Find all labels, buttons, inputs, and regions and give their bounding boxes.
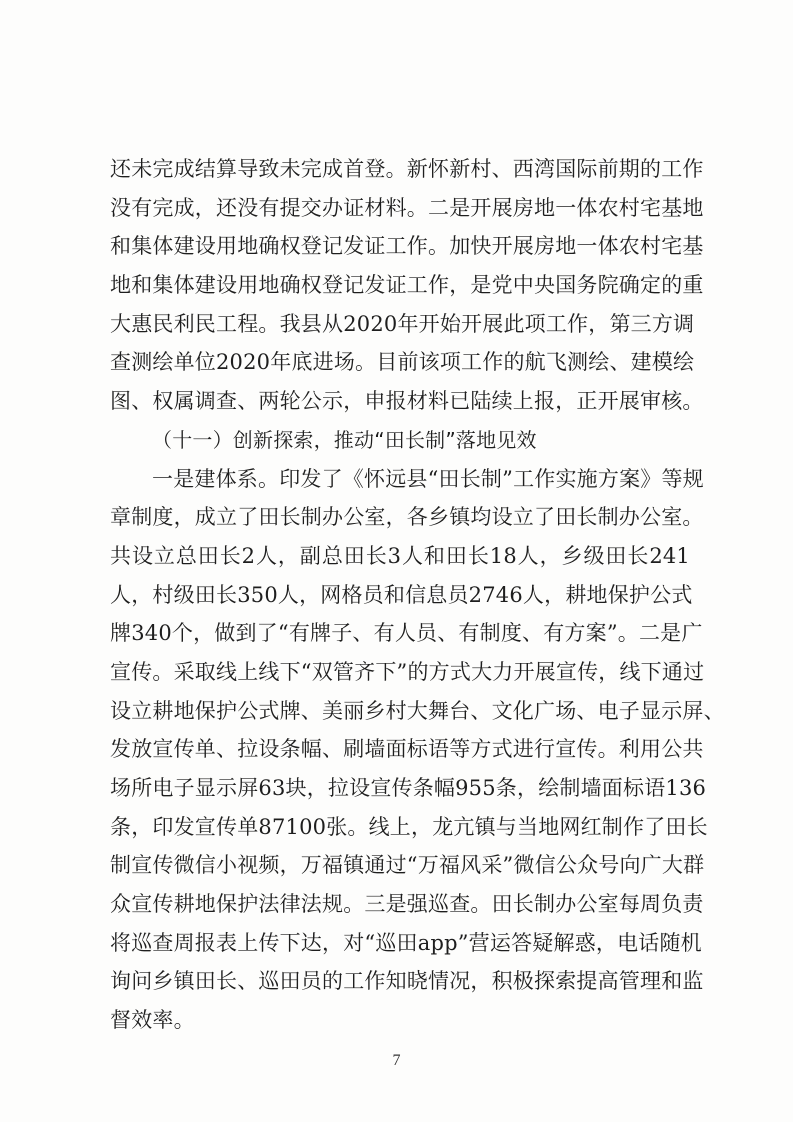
text-line: 场所电子显示屏63块，拉设宣传条幅955条，绘制墙面标语136 — [110, 776, 707, 800]
text-line: 没有完成，还没有提交办证材料。二是开展房地一体农村宅基地 — [110, 195, 704, 220]
text-line: 询问乡镇田长、巡田员的工作知晓情况，积极探索提高管理和监 — [110, 969, 704, 994]
page-number: 7 — [392, 1052, 401, 1069]
text-line: 图、权属调查、两轮公示，申报材料已陆续上报，正开展审核。 — [110, 389, 704, 414]
text-line: 人，村级田长350人，网格员和信息员2746人，耕地保护公式 — [110, 582, 693, 607]
text-line: 和集体建设用地确权登记发证工作。加快开展房地一体农村宅基 — [110, 234, 704, 259]
text-line: 众宣传耕地保护法律法规。三是强巡查。田长制办公室每周负责 — [110, 892, 704, 917]
text-line: 共设立总田长2人，副总田长3人和田长18人，乡级田长241 — [110, 543, 690, 568]
text-line: 条，印发宣传单87100张。线上，龙亢镇与当地网红制作了田长 — [110, 814, 708, 839]
document-body — [110, 150, 725, 1040]
text-line: 将巡查周报表上传下达，对“巡田app”营运答疑解惑，电话随机 — [110, 930, 702, 955]
text-line: 发放宣传单、拉设条幅、刷墙面标语等方式进行宣传。利用公共 — [110, 737, 704, 762]
text-line: 大惠民利民工程。我县从2020年开始开展此项工作，第三方调 — [110, 311, 695, 336]
text-line: 地和集体建设用地确权登记发证工作，是党中央国务院确定的重 — [110, 273, 704, 298]
text-line: 设立耕地保护公式牌、美丽乡村大舞台、文化广场、电子显示屏、 — [110, 698, 725, 723]
text-line: 一是建体系。印发了《怀远县“田长制”工作实施方案》等规 — [152, 466, 704, 491]
text-line: 宣传。采取线上线下“双管齐下”的方式大力开展宣传，线下通过 — [110, 659, 705, 684]
text-line: 查测绘单位2020年底进场。目前该项工作的航飞测绘、建模绘 — [110, 350, 695, 375]
text-line: 还未完成结算导致未完成首登。新怀新村、西湾国际前期的工作 — [110, 157, 704, 181]
section-heading: （十一）创新探索，推动“田长制”落地见效 — [152, 427, 537, 452]
text-line: 章制度，成立了田长制办公室，各乡镇均设立了田长制办公室。 — [110, 505, 704, 530]
text-line: 牌340个，做到了“有牌子、有人员、有制度、有方案”。二是广 — [110, 621, 703, 646]
text-line: 督效率。 — [110, 1008, 195, 1033]
text-line: 制宣传微信小视频，万福镇通过“万福风采”微信公众号向广大群 — [110, 853, 705, 878]
